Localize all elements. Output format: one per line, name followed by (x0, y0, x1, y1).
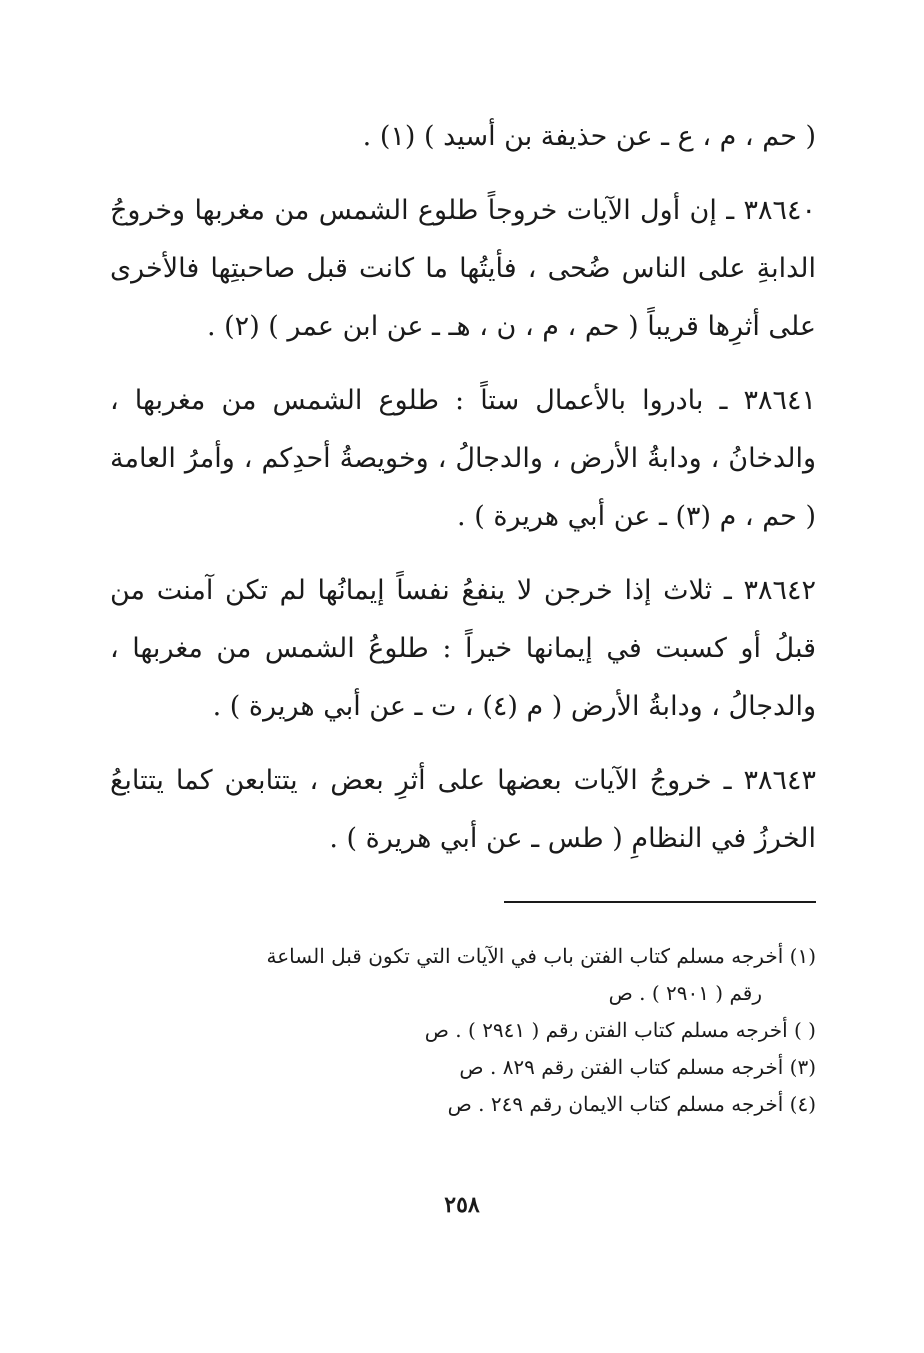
footnote-1: (١) أخرجه مسلم كتاب الفتن باب في الآيات التي تكون قبل الساعة (266, 944, 816, 968)
footnote-divider (504, 901, 816, 903)
footnotes (110, 938, 816, 1123)
hadith-38643: ٣٨٦٤٣ ـ خروجُ الآيات بعضها على أثرِ بعض ، يتتابعن كما يتتابعُ الخرزُ في النظامِ ( طس ـ عن أبي هريرة ) . (110, 765, 816, 854)
hadith-38642: ٣٨٦٤٢ ـ ثلاث إذا خرجن لا ينفعُ نفساً إيمانُها لم تكن آمنت من قبلُ أو كسبت في إيمانها خيراً : طلوعُ الشمس من مغربها ، والدجالُ ، ودابةُ الأرض ( م (٤) ، ت ـ عن أبي هريرة ) . (110, 575, 816, 722)
footnote-4: (٤) أخرجه مسلم كتاب الايمان رقم ٢٤٩ . ص (447, 1092, 816, 1116)
footnote-1-continuation: رقم ( ٢٩٠١ ) . ص (608, 981, 762, 1005)
hadith-38641: ٣٨٦٤١ ـ بادروا بالأعمال ستاً : طلوع الشمس من مغربها ، والدخانُ ، ودابةُ الأرض ، والدجالُ ، وخويصةُ أحدِكم ، وأمرُ العامة ( حم ، م (٣) ـ عن أبي هريرة ) . (110, 385, 816, 532)
footnote-3: (٣) أخرجه مسلم كتاب الفتن رقم ٨٢٩ . ص (459, 1055, 816, 1079)
main-text (110, 108, 816, 884)
paragraph-continuation: ( حم ، م ، ع ـ عن حذيفة بن أسيد ) (١) . (362, 121, 816, 152)
hadith-38640: ٣٨٦٤٠ ـ إن أول الآيات خروجاً طلوع الشمس من مغربها وخروجُ الدابةِ على الناس ضُحى ، فأيتُها ما كانت قبل صاحبتِها فالأخرى على أثرِها قريباً ( حم ، م ، ن ، هـ ـ عن ابن عمر ) (٢) . (110, 195, 816, 342)
page-number: ٢٥٨ (444, 1192, 480, 1218)
footnote-2: ( ) أخرجه مسلم كتاب الفتن رقم ( ٢٩٤١ ) . ص (424, 1018, 816, 1042)
